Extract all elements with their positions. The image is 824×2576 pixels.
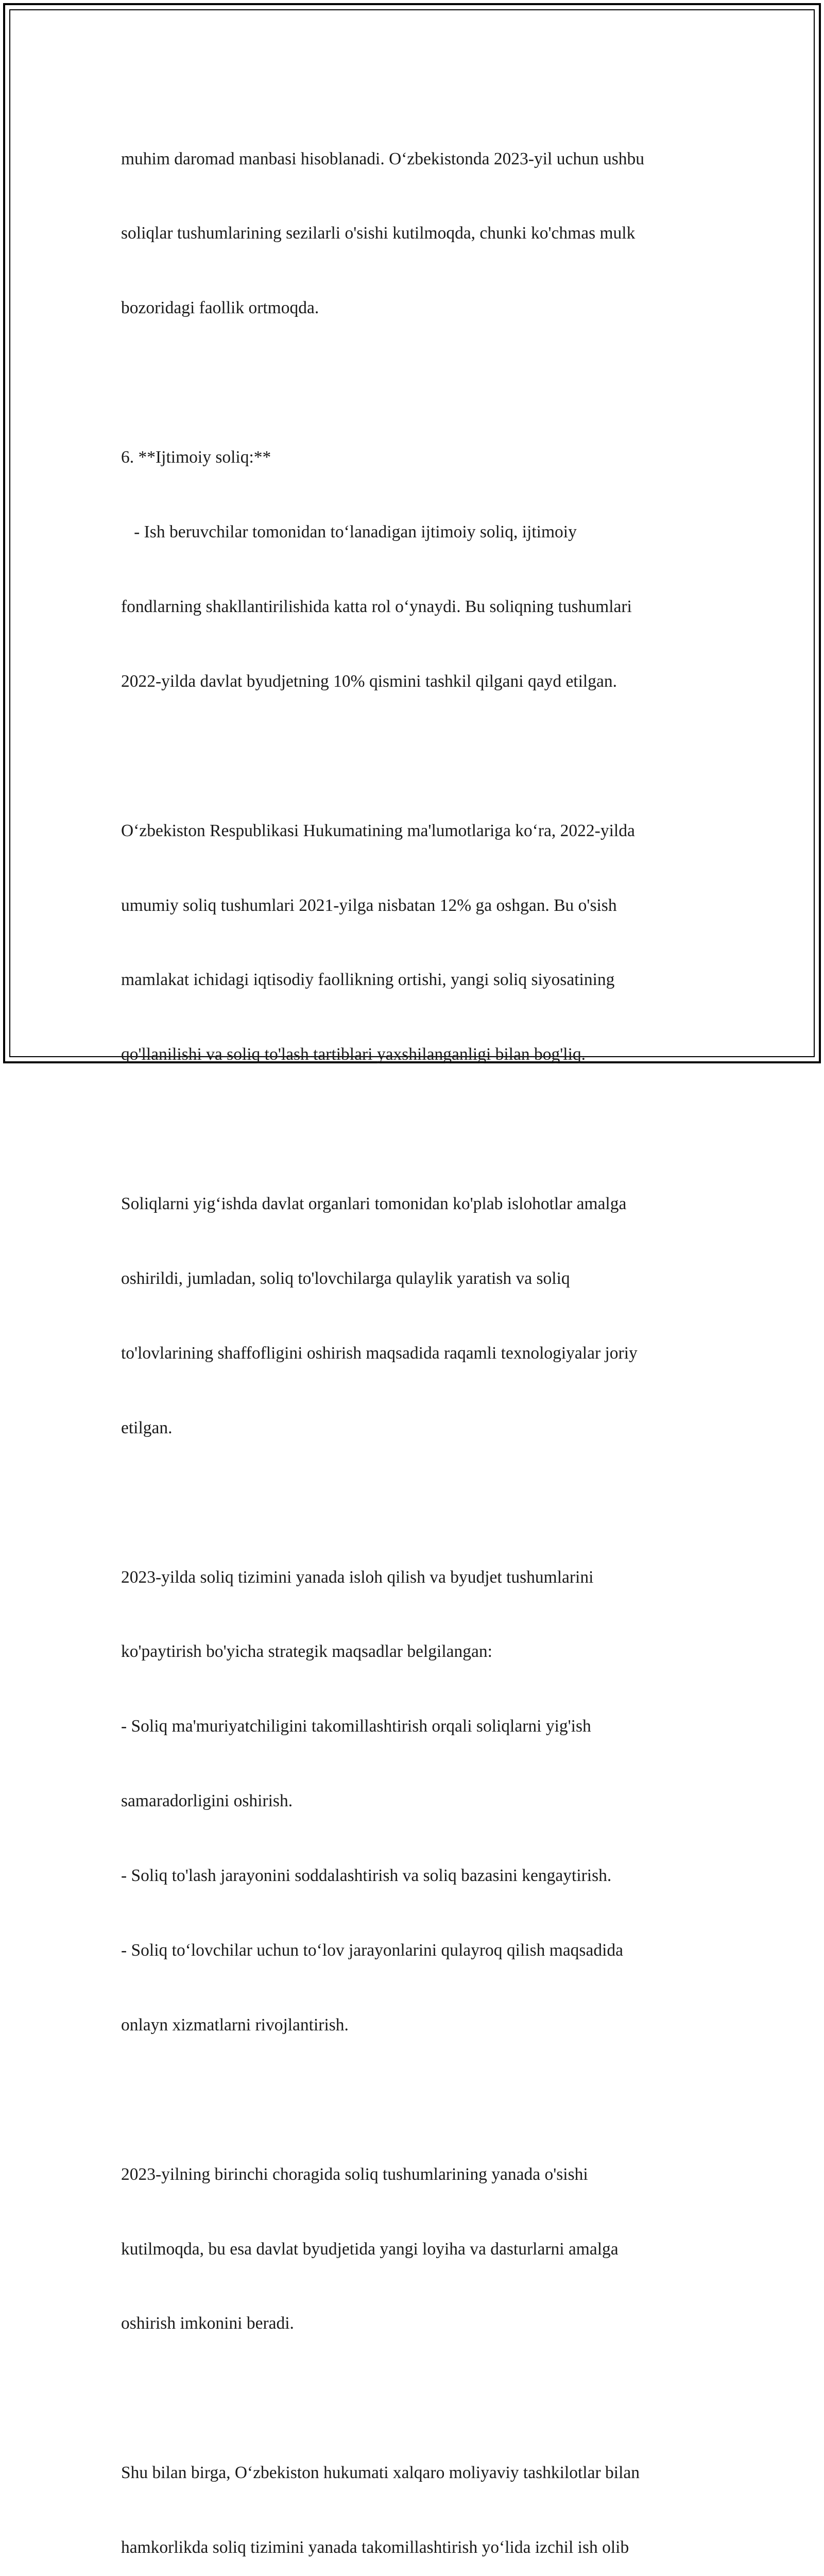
text-line: bozoridagi faollik ortmoqda.: [121, 298, 319, 318]
text-line: 2023-yilda soliq tizimini yanada isloh qilish va byudjet tushumlarini: [121, 1567, 594, 1587]
text-line: etilgan.: [121, 1418, 173, 1437]
text-line: qo'llanilishi va soliq to'lash tartiblari yaxshilanganligi bilan bog'liq.: [121, 1045, 586, 1064]
blank-line: [121, 2088, 703, 2112]
list-item: - Soliq to'lash jarayonini soddalashtirish va soliq bazasini kengaytirish.: [121, 1866, 612, 1886]
text-line: hamkorlikda soliq tizimini yanada takomillashtirish yo‘lida izchil ish olib: [121, 2538, 629, 2557]
text-line: Soliqlarni yig‘ishda davlat organlari tomonidan ko'plab islohotlar amalga: [121, 1194, 627, 1214]
text-line: mamlakat ichidagi iqtisodiy faollikning ortishi, yangi soliq siyosatining: [121, 970, 615, 990]
text-line: onlayn xizmatlarni rivojlantirish.: [121, 2015, 349, 2035]
text-line: kutilmoqda, bu esa davlat byudjetida yangi loyiha va dasturlarni amalga: [121, 2239, 619, 2259]
list-item: - Soliq to‘lovchilar uchun to‘lov jarayonlarini qulayroq qilish maqsadida: [121, 1940, 624, 1960]
text-line: oshirildi, jumladan, soliq to'lovchilarga qulaylik yaratish va soliq: [121, 1268, 570, 1288]
list-item: - Soliq ma'muriyatchiligini takomillashtirish orqali soliqlarni yig'ish: [121, 1717, 591, 1736]
text-line: fondlarning shakllantirilishida katta rol o‘ynaydi. Bu soliqning tushumlari: [121, 597, 632, 616]
text-line: 2022-yilda davlat byudjetning 10% qismini tashkil qilgani qayd etilgan.: [121, 671, 617, 691]
document-body: [121, 97, 703, 2576]
text-line: muhim daromad manbasi hisoblanadi. O‘zbekistonda 2023-yil uchun ushbu: [121, 149, 644, 168]
text-line: 2023-yilning birinchi choragida soliq tushumlarining yanada o'sishi: [121, 2164, 588, 2184]
blank-line: [121, 1117, 703, 1142]
blank-line: [121, 370, 703, 395]
blank-line: [121, 744, 703, 769]
text-line: umumiy soliq tushumlari 2021-yilga nisbatan 12% ga oshgan. Bu o'sish: [121, 895, 617, 915]
blank-line: [121, 1490, 703, 1515]
text-line: oshirish imkonini beradi.: [121, 2314, 294, 2333]
text-line: O‘zbekiston Respublikasi Hukumatining ma'lumotlariga ko‘ra, 2022-yilda: [121, 821, 635, 840]
text-line: soliqlar tushumlarining sezilarli o'sishi kutilmoqda, chunki ko'chmas mulk: [121, 224, 636, 243]
text-line: Shu bilan birga, O‘zbekiston hukumati xalqaro moliyaviy tashkilotlar bilan: [121, 2463, 640, 2483]
text-line: ko'paytirish bo'yicha strategik maqsadlar belgilangan:: [121, 1642, 492, 1662]
section-heading: 6. **Ijtimoiy soliq:**: [121, 448, 271, 467]
text-line: to'lovlarining shaffofligini oshirish maqsadida raqamli texnologiyalar joriy: [121, 1343, 638, 1363]
blank-line: [121, 2386, 703, 2411]
text-line: - Ish beruvchilar tomonidan to‘lanadigan ijtimoiy soliq, ijtimoiy: [121, 522, 577, 542]
text-line: samaradorligini oshirish.: [121, 1791, 293, 1811]
